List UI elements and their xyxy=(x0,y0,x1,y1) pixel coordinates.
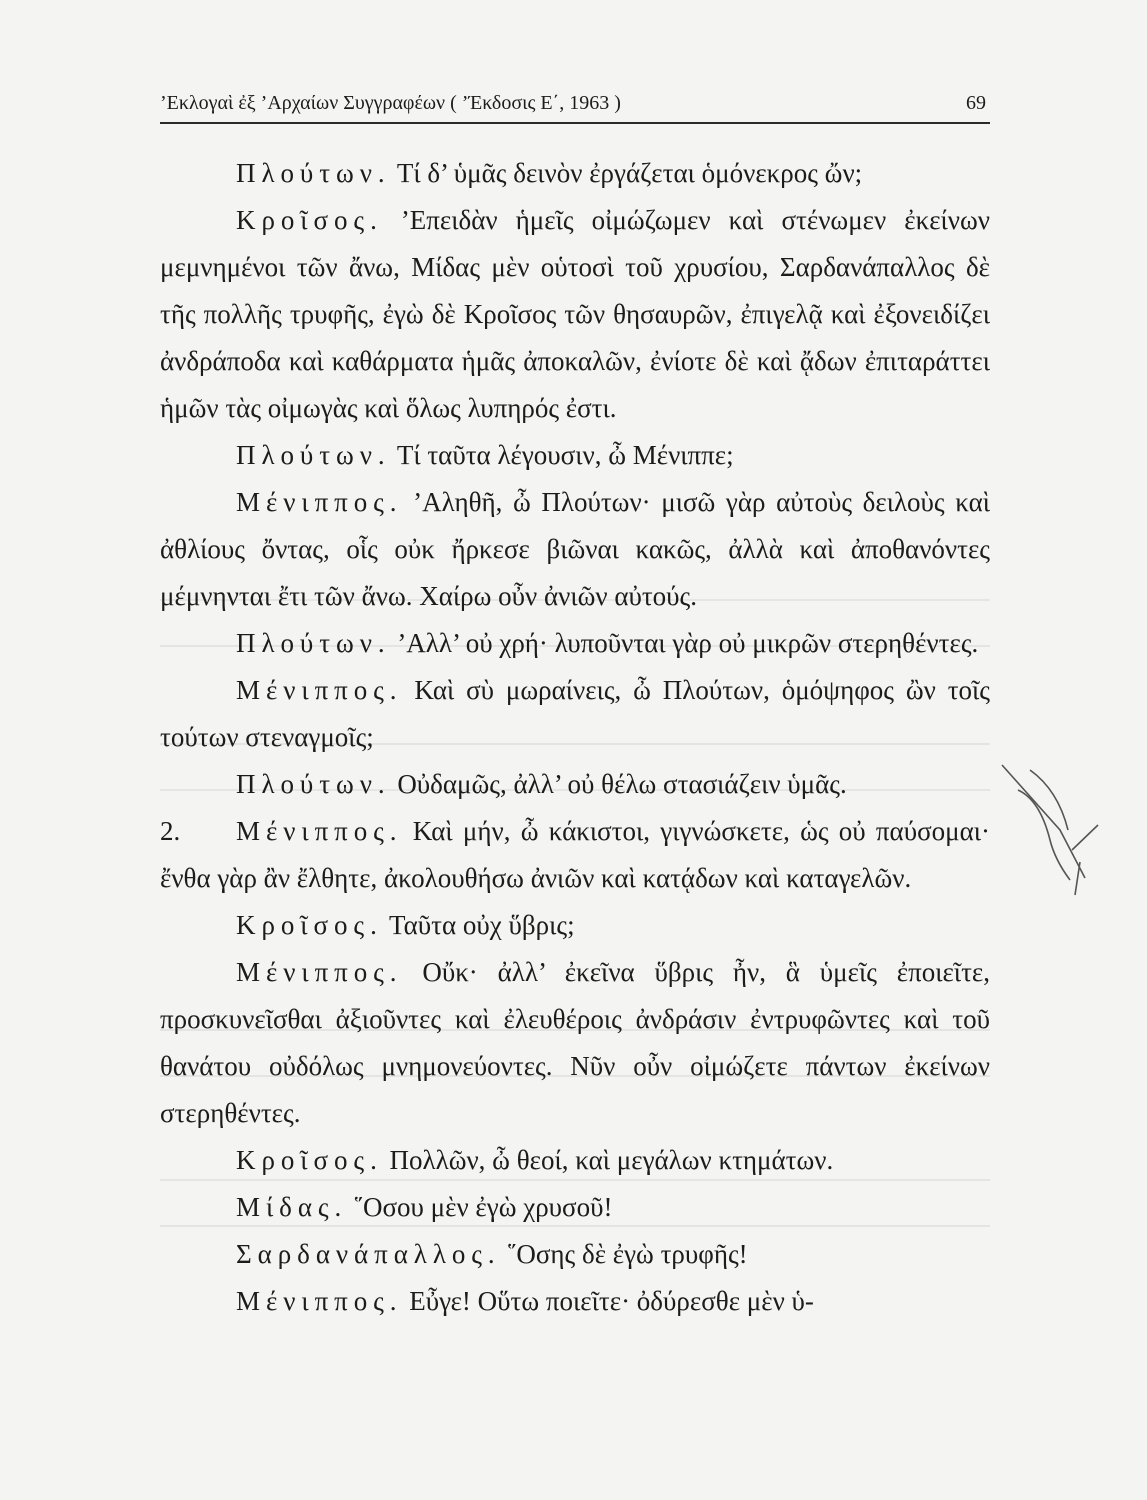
dialogue-line xyxy=(160,432,990,479)
speech-text: Οὐδαμῶς, ἀλλ’ οὐ θέλω στασιάζειν ὑμᾶς. xyxy=(397,769,847,799)
speaker-name: Μένιππος. xyxy=(236,487,403,517)
speaker-name: Μένιππος. xyxy=(236,957,403,987)
dialogue-line xyxy=(160,620,990,667)
speaker-name: Μένιππος. xyxy=(236,1286,403,1316)
speaker-name: Μένιππος. xyxy=(236,816,403,846)
speaker-name: Πλούτων. xyxy=(236,440,391,470)
speech-text: ’Αλλ’ οὐ χρή· λυποῦνται γὰρ οὐ μικρῶν στερηθέντες. xyxy=(397,628,979,658)
speech-text: Τί δ’ ὑμᾶς δεινὸν ἐργάζεται ὁμόνεκρος ὤν; xyxy=(396,158,863,188)
speech-text: Πολλῶν, ὦ θεοί, καὶ μεγάλων κτημάτων. xyxy=(389,1145,834,1175)
dialogue-line xyxy=(160,667,990,761)
speaker-name: Κροῖσος. xyxy=(236,205,383,235)
speaker-name: Κροῖσος. xyxy=(236,910,383,940)
speech-text: Τί ταῦτα λέγουσιν, ὦ Μένιππε; xyxy=(396,440,734,470)
running-header xyxy=(160,88,990,124)
speech-text: ῞Οσου μὲν ἐγὼ χρυσοῦ! xyxy=(353,1192,613,1222)
dialogue-line xyxy=(160,902,990,949)
speech-text: ῞Οσης δὲ ἐγὼ τρυφῆς! xyxy=(507,1239,748,1269)
speech-text: Καὶ σὺ μωραίνεις, ὦ Πλούτων, ὁμόψηφος ὢν τοῖς τούτων στεναγμοῖς; xyxy=(160,675,990,752)
dialogue-line xyxy=(160,197,990,432)
dialogue-line xyxy=(160,479,990,620)
speaker-name: Πλούτων. xyxy=(236,769,391,799)
speech-text: Οὔκ· ἀλλ’ ἐκεῖνα ὕβρις ἦν, ἃ ὑμεῖς ἐποιεῖτε, προσκυνεῖσθαι ἀξιοῦντες καὶ ἐλευθέροις ἀνδράσιν ἐντρυφῶντες καὶ τοῦ θανάτου οὐδόλως μνημονεύοντες. Νῦν οὖν οἰμώζετε πάντων ἐκείνων στερηθέντες. xyxy=(160,957,991,1128)
speaker-name: Σαρδανάπαλλος. xyxy=(236,1239,501,1269)
section-number: 2. xyxy=(160,816,181,846)
speech-text: Εὖγε! Οὕτω ποιεῖτε· ὀδύρεσθε μὲν ὑ- xyxy=(409,1286,814,1316)
dialogue-line xyxy=(160,949,990,1137)
speaker-name: Μένιππος. xyxy=(236,675,403,705)
speech-text: ’Επειδὰν ἡμεῖς οἰμώζωμεν καὶ στένωμεν ἐκείνων μεμνημένοι τῶν ἄνω, Μίδας μὲν οὑτοσὶ τοῦ χρυσίου, Σαρδανάπαλλος δὲ τῆς πολλῆς τρυφῆς, ἐγὼ δὲ Κροῖσος τῶν θησαυρῶν, ἐπιγελᾷ καὶ ἐξονειδίζει ἀνδράποδα καὶ καθάρματα ἡμᾶς ἀποκαλῶν, ἐνίοτε δὲ καὶ ᾄδων ἐπιταράττει ἡμῶν τὰς οἰμωγὰς καὶ ὅλως λυπηρός ἐστι. xyxy=(160,205,990,423)
dialogue-line xyxy=(160,1184,990,1231)
dialogue-line xyxy=(160,150,990,197)
speech-text: ’Αληθῆ, ὦ Πλούτων· μισῶ γὰρ αὐτοὺς δειλοὺς καὶ ἀθλίους ὄντας, οἷς οὐκ ἤρκεσε βιῶναι κακῶς, ἀλλὰ καὶ ἀποθανόντες μέμνηνται ἔτι τῶν ἄνω. Χαίρω οὖν ἀνιῶν αὐτούς. xyxy=(160,487,990,611)
speech-text: Ταῦτα οὐχ ὕβρις; xyxy=(389,910,575,940)
speaker-name: Πλούτων. xyxy=(236,628,391,658)
dialogue-line xyxy=(160,1231,990,1278)
speaker-name: Μίδας. xyxy=(236,1192,348,1222)
quill-pen-doodle xyxy=(1002,765,1098,895)
dialogue-line xyxy=(160,1278,990,1325)
page-number: 69 xyxy=(966,92,986,114)
running-header-title: ’Εκλογαὶ ἐξ ’Αρχαίων Συγγραφέων ( ’Έκδοσις Ε΄, 1963 ) xyxy=(160,92,621,114)
dialogue-line xyxy=(160,808,990,902)
speaker-name: Κροῖσος. xyxy=(236,1145,383,1175)
dialogue-line xyxy=(160,1137,990,1184)
dialogue-line xyxy=(160,761,990,808)
dialogue-text xyxy=(160,150,990,1325)
speech-text: Καὶ μήν, ὦ κάκιστοι, γιγνώσκετε, ὡς οὐ παύσομαι· ἔνθα γὰρ ἂν ἔλθητε, ἀκολουθήσω ἀνιῶν καὶ κατᾴδων καὶ καταγελῶν. xyxy=(160,816,990,893)
speaker-name: Πλούτων. xyxy=(236,158,391,188)
